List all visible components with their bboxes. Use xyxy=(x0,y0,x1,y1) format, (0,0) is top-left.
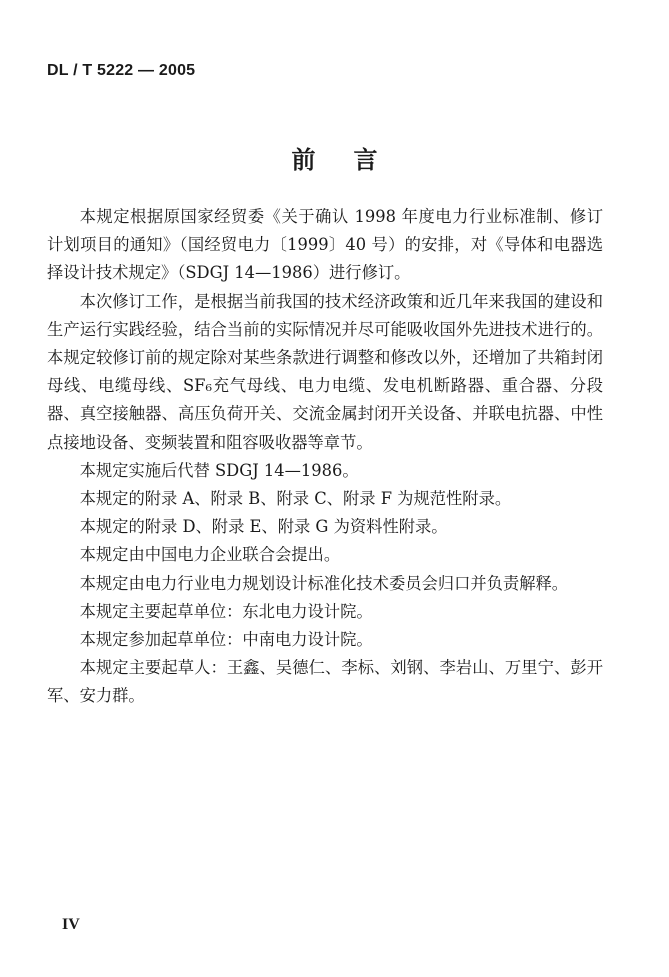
paragraph: 本规定参加起草单位：中南电力设计院。 xyxy=(79,630,373,650)
paragraph: 本规定由电力行业电力规划设计标准化技术委员会归口并负责解释。 xyxy=(79,573,569,593)
page-number: IV xyxy=(62,916,80,933)
paragraph: 本规定由中国电力企业联合会提出。 xyxy=(79,545,341,565)
paragraph: 本规定实施后代替 SDGJ 14—1986。 xyxy=(79,460,359,480)
paragraph: 本规定的附录 A、附录 B、附录 C、附录 F 为规范性附录。 xyxy=(79,489,512,509)
paragraph: 本规定主要起草人：王鑫、吴德仁、李标、刘钢、李岩山、万里宁、彭开军、安力群。 xyxy=(47,658,603,706)
paragraph: 本次修订工作，是根据当前我国的技术经济政策和近几年来我国的建设和生产运行实践经验，结合当前的实际情况并尽可能吸收国外先进技术进行的。本规定较修订前的规定除对某些条款进行调整和修改以外，还增加了共箱封闭母线、电缆母线、SF₆充气母线、电力电缆、发电机断路器、重合器、分段器、真空接触器、高压负荷开关、交流金属封闭开关设备、并联电抗器、中性点接地设备、变频装置和阻容吸收器等章节。 xyxy=(47,291,603,452)
paragraph: 本规定根据原国家经贸委《关于确认 1998 年度电力行业标准制、修订计划项目的通知》（国经贸电力〔1999〕40 号）的安排，对《导体和电器选择设计技术规定》（SDGJ 14—1986）进行修订。 xyxy=(47,207,603,283)
foreword-body xyxy=(47,203,603,711)
page-title: 前言 xyxy=(291,146,416,174)
document-number: DL / T 5222 — 2005 xyxy=(47,62,196,79)
paragraph: 本规定的附录 D、附录 E、附录 G 为资料性附录。 xyxy=(79,517,448,537)
paragraph: 本规定主要起草单位：东北电力设计院。 xyxy=(79,601,373,621)
